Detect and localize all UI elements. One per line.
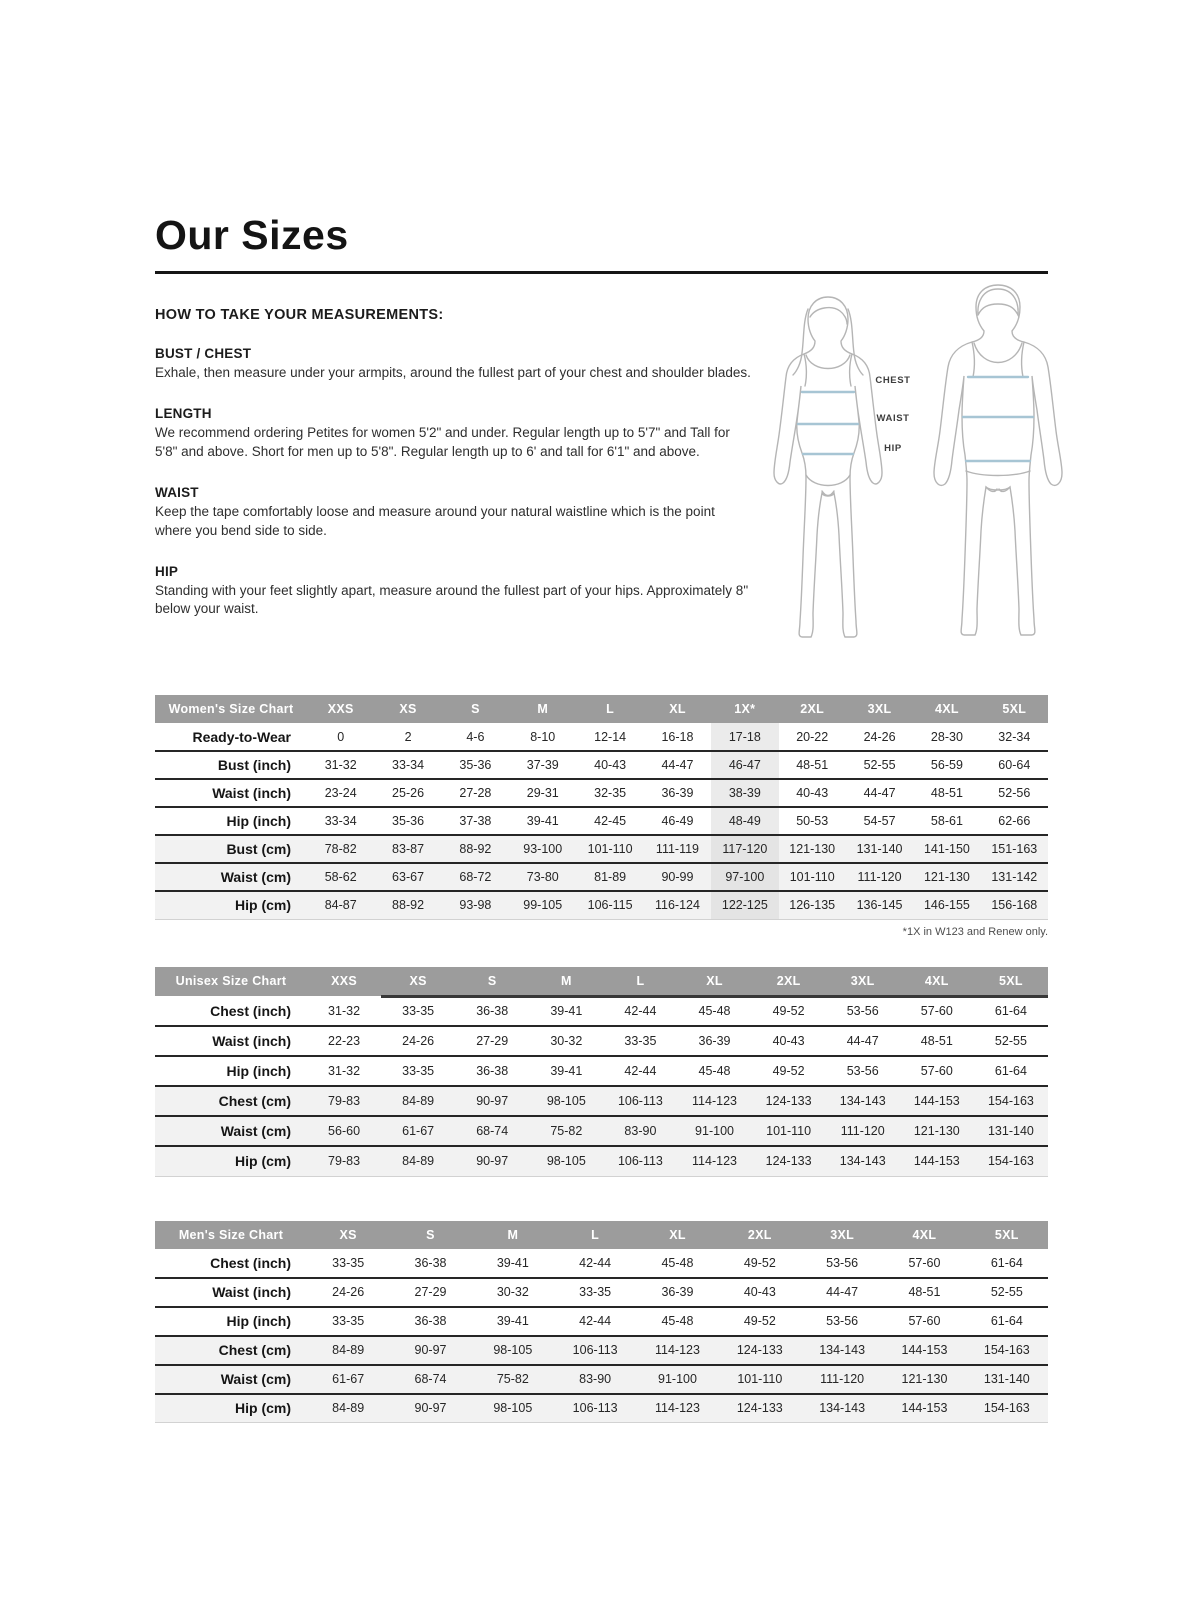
size-cell: 114-123 [677,1146,751,1176]
size-cell: 48-49 [711,807,778,835]
size-cell: 90-99 [644,863,711,891]
size-cell: 144-153 [883,1336,965,1365]
size-cell: 68-74 [389,1365,471,1394]
size-cell: 48-51 [908,1285,941,1300]
size-cell: 31-32 [324,758,357,773]
size-cell: 88-92 [374,891,441,919]
size-column-header: S [442,695,509,723]
size-cell: 134-143 [826,1146,900,1176]
size-cell: 106-113 [603,1146,677,1176]
size-column-header: XXS [307,967,381,997]
size-cell: 56-59 [930,758,963,773]
row-label: Hip (inch) [226,1313,291,1330]
row-label: Waist (cm) [155,863,307,891]
size-column-header: S [455,967,529,997]
size-column-header: 3XL [826,967,900,997]
size-cell: 44-47 [661,758,694,773]
size-cell: 98-105 [472,1336,554,1365]
measurement-waist [155,485,755,541]
size-cell: 28-30 [930,729,963,744]
size-cell: 144-153 [900,1086,974,1116]
size-cell: 61-64 [994,1004,1027,1019]
size-cell: 33-35 [402,1004,435,1019]
size-cell: 24-26 [402,1034,435,1049]
size-cell: 144-153 [900,1146,974,1176]
measurements-heading: HOW TO TAKE YOUR MEASUREMENTS: [155,307,444,324]
table-row [155,1336,1048,1365]
measurement-title: WAIST [155,484,199,500]
size-cell: 73-80 [509,863,576,891]
size-cell: 131-142 [981,863,1048,891]
size-cell: 35-36 [459,758,492,773]
size-cell: 121-130 [913,863,980,891]
size-cell: 156-168 [981,891,1048,919]
size-cell: 39-41 [550,1004,583,1019]
size-cell: 61-64 [990,1314,1023,1329]
row-label: Hip (cm) [155,1146,307,1176]
row-label: Chest (inch) [210,1002,291,1019]
size-column-header: 5XL [974,967,1048,997]
size-cell: 17-18 [711,723,778,751]
size-cell: 90-97 [455,1146,529,1176]
size-cell: 75-82 [472,1365,554,1394]
table-row [155,723,1048,751]
size-cell: 36-39 [661,786,694,801]
row-label: Waist (inch) [212,785,291,802]
row-label: Bust (inch) [217,757,291,774]
size-cell: 31-32 [328,1003,361,1018]
womens-size-chart-section [155,695,1048,938]
row-label: Hip (inch) [226,1063,291,1080]
table-row [155,779,1048,807]
size-cell: 114-123 [677,1086,751,1116]
size-cell: 134-143 [801,1394,883,1423]
size-cell: 98-105 [472,1394,554,1423]
size-column-header: XL [644,695,711,723]
size-cell: 27-29 [476,1034,509,1049]
size-cell: 84-89 [381,1146,455,1176]
size-cell: 45-48 [661,1255,694,1270]
table-title: Women's Size Chart [155,695,307,723]
size-column-header: 4XL [883,1221,965,1249]
table-row [155,1146,1048,1176]
size-cell: 2 [404,729,412,744]
size-cell: 111-120 [826,1116,900,1146]
size-cell: 106-113 [554,1394,636,1423]
page-title: Our Sizes [155,212,349,258]
figure-label-waist: WAIST [876,413,910,425]
size-cell: 48-51 [930,786,963,801]
size-cell: 4-6 [466,729,485,744]
size-cell: 36-38 [476,1064,509,1079]
size-cell: 98-105 [529,1086,603,1116]
size-cell: 56-60 [307,1116,381,1146]
figure-label-chest: CHEST [875,375,911,387]
size-cell: 111-119 [644,835,711,863]
measurement-length [155,406,755,462]
size-cell: 131-140 [974,1116,1048,1146]
size-cell: 134-143 [826,1086,900,1116]
size-cell: 27-29 [414,1285,447,1300]
size-cell: 37-39 [526,758,559,773]
size-column-header: 5XL [966,1221,1048,1249]
size-cell: 33-35 [579,1285,612,1300]
size-cell: 58-61 [930,814,963,829]
size-cell: 46-47 [711,751,778,779]
size-cell: 61-64 [990,1255,1023,1270]
row-label: Chest (inch) [210,1254,291,1271]
size-cell: 39-41 [550,1064,583,1079]
mens-size-chart-section [155,1221,1048,1424]
table-row [155,1365,1048,1394]
size-cell: 52-55 [863,758,896,773]
size-cell: 121-130 [883,1365,965,1394]
size-cell: 45-48 [698,1004,731,1019]
size-cell: 83-87 [374,835,441,863]
size-cell: 53-56 [826,1314,859,1329]
size-cell: 58-62 [307,863,374,891]
row-label: Ready-to-Wear [192,728,291,745]
size-cell: 42-44 [624,1064,657,1079]
size-column-header: XS [381,967,455,997]
size-column-header: S [389,1221,471,1249]
measurement-text: Exhale, then measure under your armpits, around the fullest part of your chest and shoulder blades. [155,365,751,381]
size-cell: 48-51 [796,758,829,773]
size-cell: 99-105 [509,891,576,919]
mens-size-chart-table [155,1221,1048,1424]
size-cell: 50-53 [796,814,829,829]
size-cell: 154-163 [966,1336,1048,1365]
size-cell: 33-35 [624,1034,657,1049]
size-cell: 84-87 [307,891,374,919]
measurement-text: Keep the tape comfortably loose and measure around your natural waistline which is the point where you bend side to side. [155,503,715,538]
size-cell: 106-113 [554,1336,636,1365]
size-cell: 84-89 [307,1336,389,1365]
row-label: Hip (inch) [226,813,291,830]
size-cell: 45-48 [661,1314,694,1329]
size-cell: 32-34 [998,729,1031,744]
row-label: Hip (cm) [155,891,307,919]
size-cell: 124-133 [719,1336,801,1365]
size-cell: 0 [337,729,345,744]
size-column-header: M [472,1221,554,1249]
size-cell: 33-34 [324,814,357,829]
size-column-header: L [554,1221,636,1249]
size-cell: 90-97 [389,1394,471,1423]
table-row [155,1278,1048,1307]
size-cell: 131-140 [966,1365,1048,1394]
size-cell: 46-49 [661,814,694,829]
measurement-figures [740,279,1070,649]
size-cell: 52-55 [990,1285,1023,1300]
size-cell: 49-52 [743,1255,776,1270]
size-cell: 42-44 [579,1255,612,1270]
row-label: Chest (cm) [155,1086,307,1116]
female-figure-illustration [758,289,898,641]
size-cell: 44-47 [863,786,896,801]
womens-chart-footnote: *1X in W123 and Renew only. [902,925,1048,938]
size-cell: 33-35 [402,1064,435,1079]
row-label: Waist (cm) [155,1365,307,1394]
measurement-text: We recommend ordering Petites for women 5'2" and under. Regular length up to 5'7" and Tall for 5'8" and above. Short for men up to 5'8". Regular length up to 6' and tall for 6'1" and above. [155,424,730,459]
table-row [155,807,1048,835]
size-cell: 84-89 [381,1086,455,1116]
measurements-section [155,307,1048,672]
size-cell: 60-64 [998,758,1031,773]
size-column-header: 3XL [846,695,913,723]
size-cell: 136-145 [846,891,913,919]
size-cell: 40-43 [743,1285,776,1300]
table-row [155,1249,1048,1278]
size-cell: 36-38 [476,1004,509,1019]
size-cell: 36-38 [414,1255,447,1270]
row-label: Waist (cm) [155,1116,307,1146]
size-column-header: XXS [307,695,374,723]
measurement-title: LENGTH [155,405,212,421]
size-column-header: 5XL [981,695,1048,723]
size-column-header: XS [374,695,441,723]
size-cell: 111-120 [801,1365,883,1394]
size-cell: 68-72 [442,863,509,891]
size-cell: 42-45 [594,814,627,829]
size-column-header: 1X* [711,695,778,723]
size-cell: 8-10 [530,729,556,744]
size-cell: 124-133 [752,1146,826,1176]
size-cell: 124-133 [752,1086,826,1116]
size-cell: 57-60 [920,1004,953,1019]
unisex-size-chart-table [155,967,1048,1177]
size-cell: 83-90 [554,1365,636,1394]
size-cell: 57-60 [908,1314,941,1329]
size-cell: 44-47 [826,1285,859,1300]
size-cell: 12-14 [594,729,627,744]
size-cell: 91-100 [677,1116,751,1146]
row-label: Waist (inch) [212,1284,291,1301]
size-column-header: M [529,967,603,997]
table-row [155,863,1048,891]
size-column-header: 2XL [719,1221,801,1249]
table-row [155,1026,1048,1056]
row-label: Chest (cm) [155,1336,307,1365]
size-cell: 101-110 [576,835,643,863]
size-cell: 61-64 [994,1064,1027,1079]
size-column-header: M [509,695,576,723]
measurement-title: HIP [155,563,179,579]
womens-size-chart-table [155,695,1048,920]
size-cell: 27-28 [459,786,492,801]
size-cell: 53-56 [826,1255,859,1270]
size-cell: 33-34 [392,758,425,773]
size-cell: 61-67 [381,1116,455,1146]
size-cell: 24-26 [332,1285,365,1300]
size-cell: 49-52 [772,1064,805,1079]
size-cell: 16-18 [661,729,694,744]
size-cell: 52-55 [994,1034,1027,1049]
size-cell: 154-163 [974,1086,1048,1116]
measurement-text: Standing with your feet slightly apart, measure around the fullest part of your hips. Approximately 8" below your waist. [155,582,749,617]
size-cell: 79-83 [307,1146,381,1176]
size-cell: 61-67 [307,1365,389,1394]
size-cell: 44-47 [846,1034,879,1049]
table-row [155,1307,1048,1336]
size-cell: 35-36 [392,814,425,829]
size-cell: 20-22 [796,729,829,744]
table-row [155,751,1048,779]
table-row [155,996,1048,1026]
size-cell: 154-163 [974,1146,1048,1176]
size-cell: 101-110 [719,1365,801,1394]
title-divider [155,271,1048,274]
size-column-header: 4XL [900,967,974,997]
size-cell: 38-39 [711,779,778,807]
size-cell: 141-150 [913,835,980,863]
size-cell: 91-100 [636,1365,718,1394]
size-cell: 37-38 [459,814,492,829]
size-column-header: L [576,695,643,723]
size-cell: 49-52 [772,1004,805,1019]
size-cell: 90-97 [389,1336,471,1365]
size-cell: 111-120 [846,863,913,891]
size-cell: 45-48 [698,1064,731,1079]
size-cell: 126-135 [779,891,846,919]
size-cell: 116-124 [644,891,711,919]
size-cell: 117-120 [711,835,778,863]
table-title: Men's Size Chart [155,1221,307,1249]
size-cell: 33-35 [332,1314,365,1329]
size-cell: 33-35 [332,1255,365,1270]
table-row [155,1086,1048,1116]
size-cell: 40-43 [594,758,627,773]
size-cell: 42-44 [579,1314,612,1329]
size-column-header: XL [636,1221,718,1249]
size-cell: 131-140 [846,835,913,863]
measurement-hip [155,564,755,620]
table-row [155,1116,1048,1146]
unisex-size-chart-section [155,967,1048,1177]
size-cell: 93-98 [442,891,509,919]
size-cell: 90-97 [455,1086,529,1116]
size-cell: 101-110 [779,863,846,891]
table-row [155,1056,1048,1086]
size-cell: 40-43 [772,1034,805,1049]
size-cell: 39-41 [526,814,559,829]
size-cell: 30-32 [550,1034,583,1049]
size-cell: 39-41 [496,1314,529,1329]
size-cell: 83-90 [603,1116,677,1146]
size-cell: 52-56 [998,786,1031,801]
size-cell: 106-113 [603,1086,677,1116]
size-cell: 122-125 [711,891,778,919]
size-cell: 36-38 [414,1314,447,1329]
size-cell: 42-44 [624,1004,657,1019]
size-cell: 106-115 [576,891,643,919]
size-cell: 154-163 [966,1394,1048,1423]
size-cell: 31-32 [328,1064,361,1079]
size-cell: 25-26 [392,786,425,801]
size-cell: 36-39 [698,1034,731,1049]
size-cell: 24-26 [863,729,896,744]
size-cell: 40-43 [796,786,829,801]
size-column-header: 3XL [801,1221,883,1249]
size-column-header: XL [677,967,751,997]
table-row [155,835,1048,863]
size-column-header: 2XL [779,695,846,723]
size-cell: 30-32 [496,1285,529,1300]
figure-label-hip: HIP [884,443,902,455]
row-label: Bust (cm) [155,835,307,863]
size-cell: 57-60 [908,1255,941,1270]
size-cell: 114-123 [636,1394,718,1423]
size-cell: 48-51 [920,1034,953,1049]
table-row [155,1394,1048,1423]
size-cell: 121-130 [900,1116,974,1146]
size-cell: 134-143 [801,1336,883,1365]
size-column-header: XS [307,1221,389,1249]
size-cell: 144-153 [883,1394,965,1423]
size-cell: 81-89 [576,863,643,891]
size-cell: 68-74 [455,1116,529,1146]
size-cell: 53-56 [846,1004,879,1019]
size-cell: 22-23 [328,1034,361,1049]
size-cell: 146-155 [913,891,980,919]
size-cell: 75-82 [529,1116,603,1146]
measurement-title: BUST / CHEST [155,346,252,362]
size-cell: 124-133 [719,1394,801,1423]
row-label: Hip (cm) [155,1394,307,1423]
table-row [155,891,1048,919]
table-title: Unisex Size Chart [155,967,307,997]
size-cell: 101-110 [752,1116,826,1146]
size-cell: 23-24 [324,786,357,801]
size-cell: 32-35 [594,786,627,801]
size-column-header: 4XL [913,695,980,723]
male-figure-illustration [918,279,1078,641]
size-cell: 57-60 [920,1064,953,1079]
size-cell: 39-41 [496,1255,529,1270]
measurement-bust-chest [155,346,755,383]
size-cell: 36-39 [661,1285,694,1300]
row-label: Waist (inch) [212,1033,291,1050]
size-cell: 53-56 [846,1064,879,1079]
size-cell: 78-82 [307,835,374,863]
size-cell: 29-31 [526,786,559,801]
size-cell: 121-130 [779,835,846,863]
size-cell: 54-57 [863,814,896,829]
size-cell: 93-100 [509,835,576,863]
size-column-header: L [603,967,677,997]
size-cell: 151-163 [981,835,1048,863]
size-cell: 49-52 [743,1314,776,1329]
size-column-header: 2XL [752,967,826,997]
size-cell: 79-83 [307,1086,381,1116]
size-cell: 84-89 [307,1394,389,1423]
size-cell: 62-66 [998,814,1031,829]
size-cell: 63-67 [374,863,441,891]
size-cell: 114-123 [636,1336,718,1365]
size-cell: 98-105 [529,1146,603,1176]
size-cell: 88-92 [442,835,509,863]
size-cell: 97-100 [711,863,778,891]
